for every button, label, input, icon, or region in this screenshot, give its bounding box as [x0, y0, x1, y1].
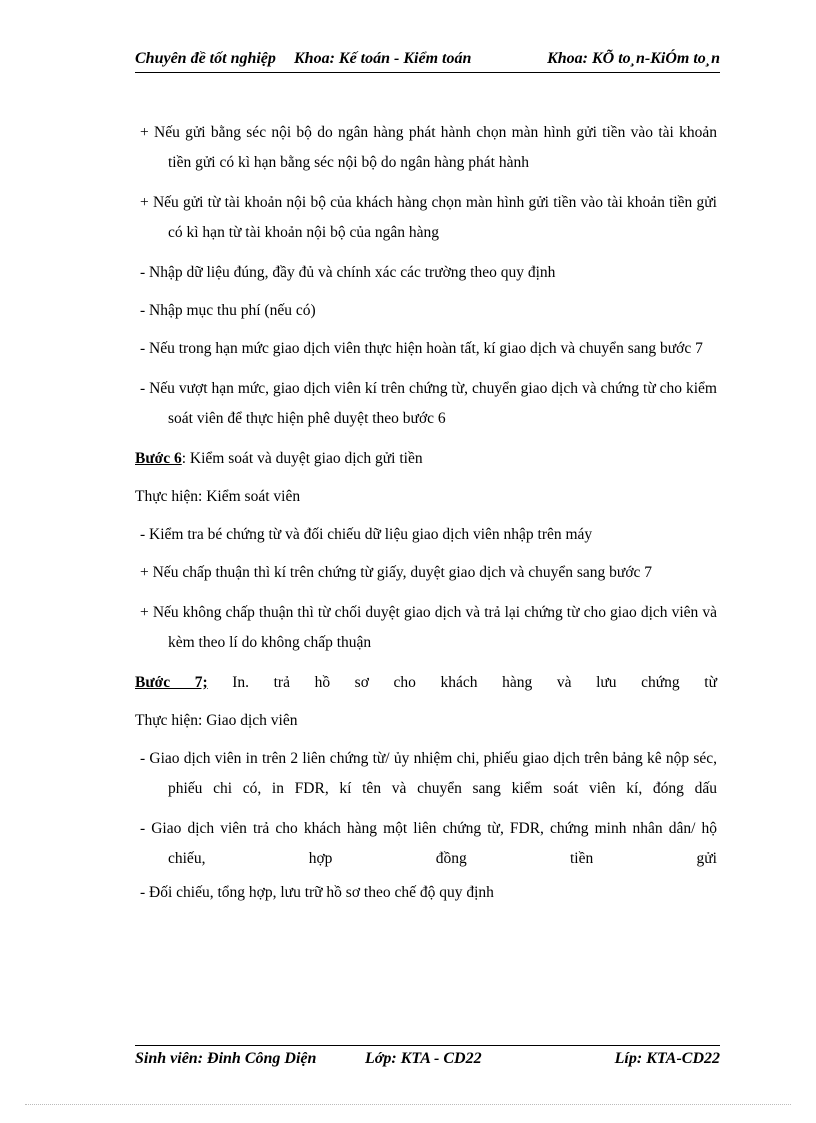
paragraph: - Nếu trong hạn mức giao dịch viên thực hiện hoàn tất, kí giao dịch và chuyển sang bước 7 — [140, 340, 703, 357]
step6-label: Bước 6 — [135, 450, 182, 467]
page-edge-divider — [25, 1104, 791, 1105]
step7-label: Bước 7; — [135, 674, 208, 691]
step7-title: In. trả hồ sơ cho khách hàng và lưu chứng từ — [207, 674, 717, 691]
step7-item: - Đối chiếu, tổng hợp, lưu trữ hồ sơ theo chế độ quy định — [140, 884, 494, 901]
step7-performer: Thực hiện: Giao dịch viên — [135, 712, 298, 729]
footer-middle: Lớp: KTA - CD22 — [365, 1050, 482, 1067]
paragraph: + Nếu gửi từ tài khoản nội bộ của khách hàng chọn màn hình gửi tiền vào tài khoản tiền gửi có kì hạn từ tài khoản nội bộ của ngân hàng — [140, 194, 717, 241]
step7-item: - Giao dịch viên trả cho khách hàng một liên chứng từ, FDR, chứng minh nhân dân/ hộ chiếu, hợp đồng tiền gửi — [140, 820, 717, 867]
step6-heading — [135, 444, 717, 474]
step6-item: + Nếu chấp thuận thì kí trên chứng từ giấy, duyệt giao dịch và chuyển sang bước 7 — [140, 564, 653, 581]
step6-title: : Kiểm soát và duyệt giao dịch gửi tiền — [181, 450, 423, 467]
header-left: Chuyên đề tốt nghiệp — [135, 50, 276, 67]
header-middle: Khoa: Kế toán - Kiểm toán — [294, 50, 472, 67]
step6-item: - Kiểm tra bé chứng từ và đối chiếu dữ liệu giao dịch viên nhập trên máy — [140, 526, 593, 543]
page-header — [135, 48, 720, 73]
footer-left: Sinh viên: Đinh Công Diện — [135, 1050, 317, 1067]
document-body — [135, 118, 717, 918]
step7-heading — [135, 668, 717, 698]
paragraph: - Nhập mục thu phí (nếu có) — [140, 302, 316, 319]
header-right: Khoa: KÕ to¸n-KiÓm to¸n — [547, 50, 720, 67]
footer-right: Líp: KTA-CD22 — [614, 1050, 720, 1067]
paragraph: - Nếu vượt hạn mức, giao dịch viên kí trên chứng từ, chuyển giao dịch và chứng từ cho kiểm soát viên để thực hiện phê duyệt theo bước 6 — [140, 380, 717, 427]
step6-performer: Thực hiện: Kiểm soát viên — [135, 488, 301, 505]
step6-item: + Nếu không chấp thuận thì từ chối duyệt giao dịch và trả lại chứng từ cho giao dịch viên và kèm theo lí do không chấp thuận — [140, 604, 717, 651]
paragraph: - Nhập dữ liệu đúng, đầy đủ và chính xác các trường theo quy định — [140, 264, 556, 281]
paragraph: + Nếu gửi bằng séc nội bộ do ngân hàng phát hành chọn màn hình gửi tiền vào tài khoản tiền gửi có kì hạn bằng séc nội bộ do ngân hàng phát hành — [140, 124, 717, 171]
page-footer — [135, 1045, 720, 1072]
step7-item: - Giao dịch viên in trên 2 liên chứng từ/ ủy nhiệm chi, phiếu giao dịch trên bảng kê nộp séc, phiếu chi có, in FDR, kí tên và chuyển sang kiểm soát viên kí, đóng dấu — [140, 750, 717, 797]
